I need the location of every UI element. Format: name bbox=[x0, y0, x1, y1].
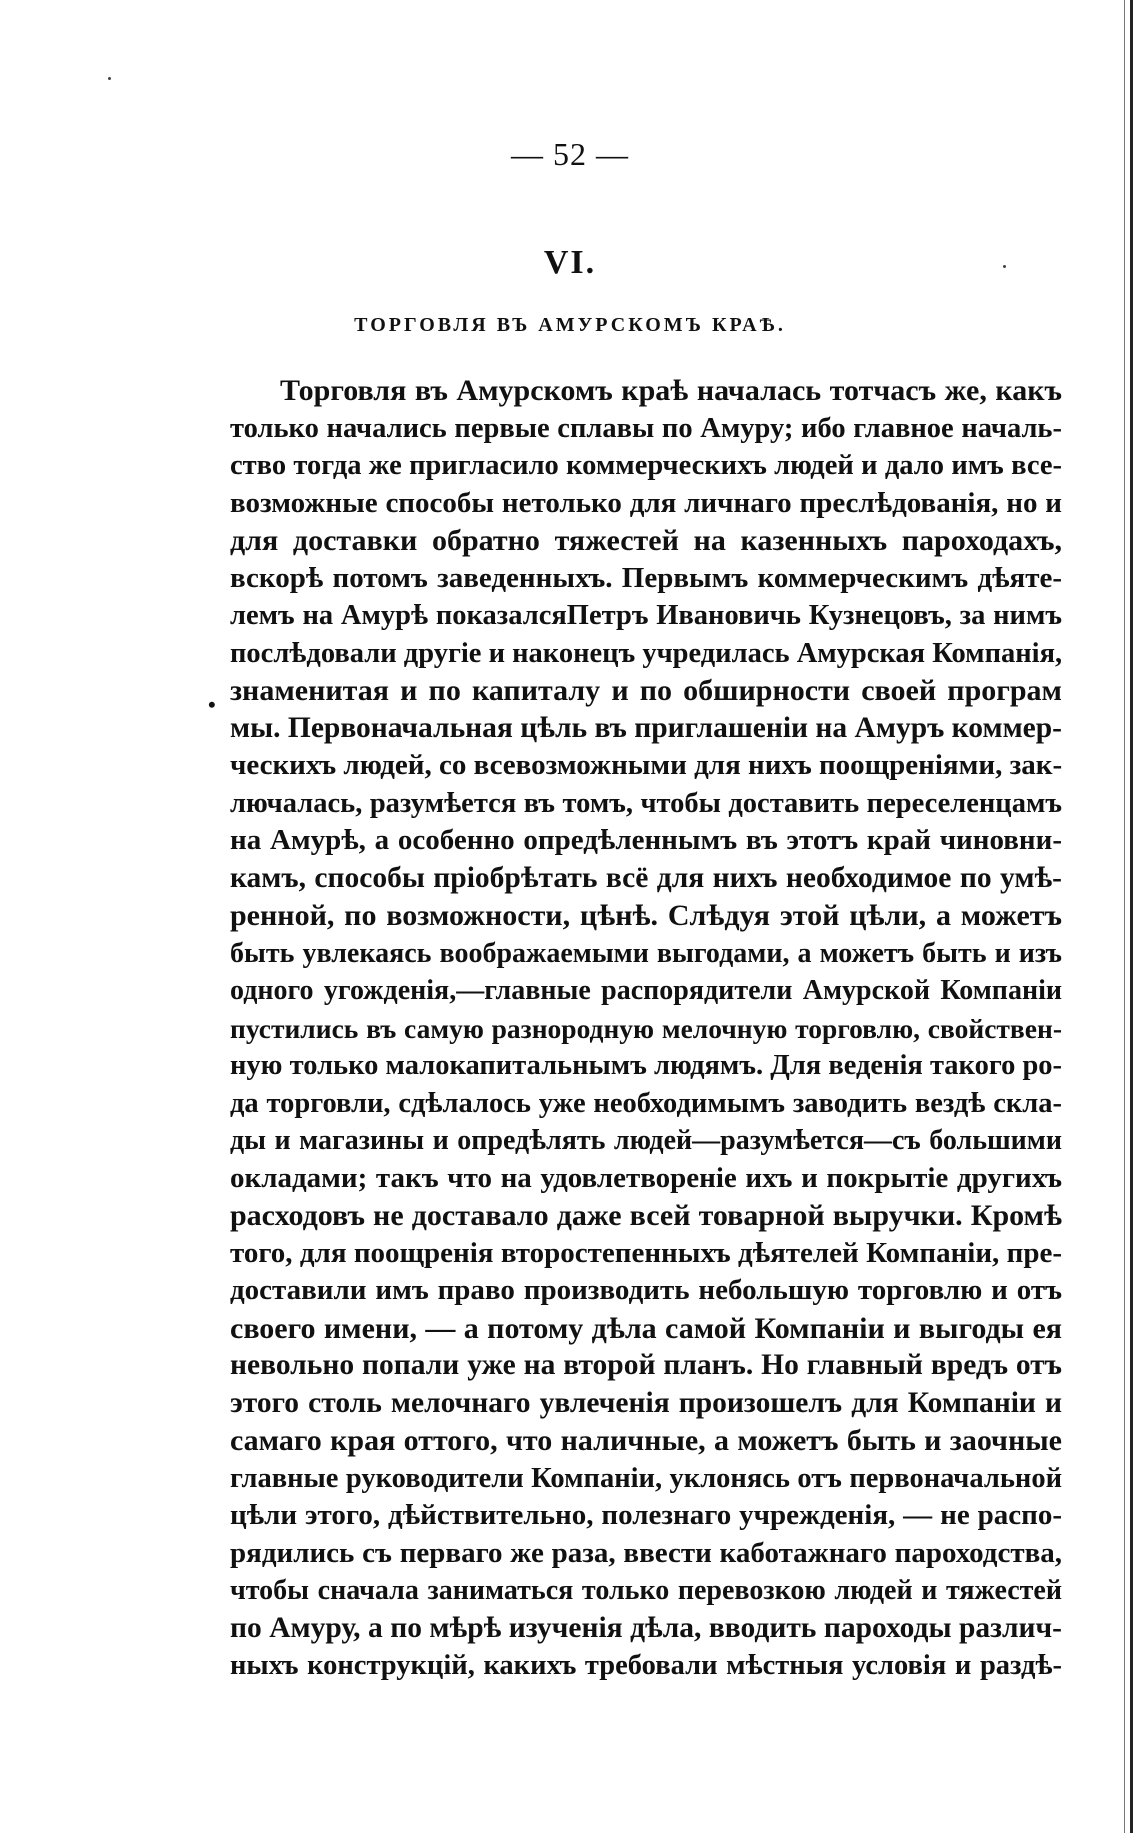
text-line: ренной, по возможности, цѣнѣ. Слѣдуя этой цѣли, а можетъ bbox=[230, 899, 1062, 932]
text-line: этого столь мелочнаго увлеченія произошелъ для Компаніи и bbox=[230, 1386, 1062, 1419]
text-line: ство тогда же пригласило коммерческихъ людей и дало имъ все- bbox=[230, 450, 1062, 481]
text-line: послѣдовали другіе и наконецъ учредилась Амурская Компанія, bbox=[230, 637, 1063, 669]
text-line: на Амурѣ, а особенно опредѣленнымъ въ этотъ край чиновни- bbox=[230, 824, 1062, 856]
text-line: лемъ на Амурѣ показалсяПетръ Ивановичь Кузнецовъ, за нимъ bbox=[230, 600, 1062, 631]
page-number: — 52 — bbox=[511, 136, 629, 172]
text-line: самаго края оттого, что наличные, а можетъ быть и заочные bbox=[230, 1424, 1062, 1457]
text-line: цѣли этого, дѣйствительно, полезнаго учрежденія, — не распо- bbox=[230, 1499, 1062, 1531]
margin-mark: • bbox=[208, 692, 216, 717]
text-line: только начались первые сплавы по Амуру; ибо главное началь- bbox=[230, 412, 1062, 444]
text-line: возможные способы нетолько для личнаго преслѣдованія, но и bbox=[230, 486, 1062, 519]
text-line: того, для поощренія второстепенныхъ дѣятелей Компаніи, пре- bbox=[230, 1236, 1062, 1269]
text-line: знаменитая и по капиталу и по обширности своей програм bbox=[230, 674, 1062, 707]
text-line: ды и магазины и опредѣлять людей—разумѣется—съ большими bbox=[230, 1125, 1062, 1156]
text-line: камъ, способы пріобрѣтать всё для нихъ необходимое по умѣ- bbox=[230, 861, 1062, 894]
text-line: своего имени, — а потому дѣла самой Компаніи и выгоды ея bbox=[230, 1311, 1062, 1345]
text-line: чтобы сначала заниматься только перевозкою людей и тяжестей bbox=[230, 1575, 1062, 1606]
text-line: доставили имъ право производить небольшую торговлю и отъ bbox=[230, 1274, 1062, 1306]
text-line: ныхъ конструкцій, какихъ требовали мѣстныя условія и раздѣ- bbox=[230, 1650, 1062, 1681]
text-line: пустились въ самую разнородную мелочную торговлю, свойствен- bbox=[230, 1012, 1062, 1044]
text-line: лючалась, разумѣется въ томъ, чтобы доставить переселенцамъ bbox=[230, 787, 1062, 819]
text-line: мы. Первоначальная цѣль въ приглашеніи на Амуръ коммер- bbox=[230, 711, 1062, 744]
text-line: по Амуру, а по мѣрѣ изученія дѣла, вводить пароходы различ- bbox=[230, 1611, 1062, 1644]
text-line: вскорѣ потомъ заведенныхъ. Первымъ коммерческимъ дѣяте- bbox=[230, 561, 1062, 594]
section-title: ТОРГОВЛЯ ВЪ АМУРСКОМЪ КРАѢ. bbox=[354, 314, 786, 336]
text-line: рядились съ перваго же раза, ввести каботажнаго пароходства, bbox=[230, 1536, 1062, 1569]
section-number: VI. bbox=[543, 244, 597, 281]
body-paragraph bbox=[230, 372, 1062, 1685]
text-line: окладами; такъ что на удовлетвореніе ихъ и покрытіе другихъ bbox=[230, 1161, 1062, 1194]
text-line: главные руководители Компаніи, уклонясь отъ первоначальной bbox=[230, 1462, 1062, 1494]
text-line: ную только малокапитальнымъ людямъ. Для веденія такого ро- bbox=[230, 1050, 1063, 1081]
text-line: для доставки обратно тяжестей на казенныхъ пароходахъ, bbox=[230, 524, 1062, 557]
text-line: быть увлекаясь воображаемыми выгодами, а можетъ быть и изъ bbox=[230, 937, 1062, 969]
text-line: невольно попали уже на второй планъ. Но главный вредъ отъ bbox=[230, 1349, 1062, 1381]
text-line: расходовъ не доставало даже всей товарной выручки. Кромѣ bbox=[230, 1199, 1062, 1232]
scan-speck bbox=[108, 77, 111, 80]
text-line: ческихъ людей, со всевозможными для нихъ поощреніями, зак- bbox=[230, 749, 1063, 781]
text-line: Торговля въ Амурскомъ краѣ началась тотчасъ же, какъ bbox=[280, 374, 1062, 407]
text-line: да торговли, сдѣлалось уже необходимымъ заводить вездѣ скла- bbox=[230, 1087, 1062, 1119]
text-line: одного угожденія,—главные распорядители Амурской Компаніи bbox=[230, 975, 1062, 1006]
